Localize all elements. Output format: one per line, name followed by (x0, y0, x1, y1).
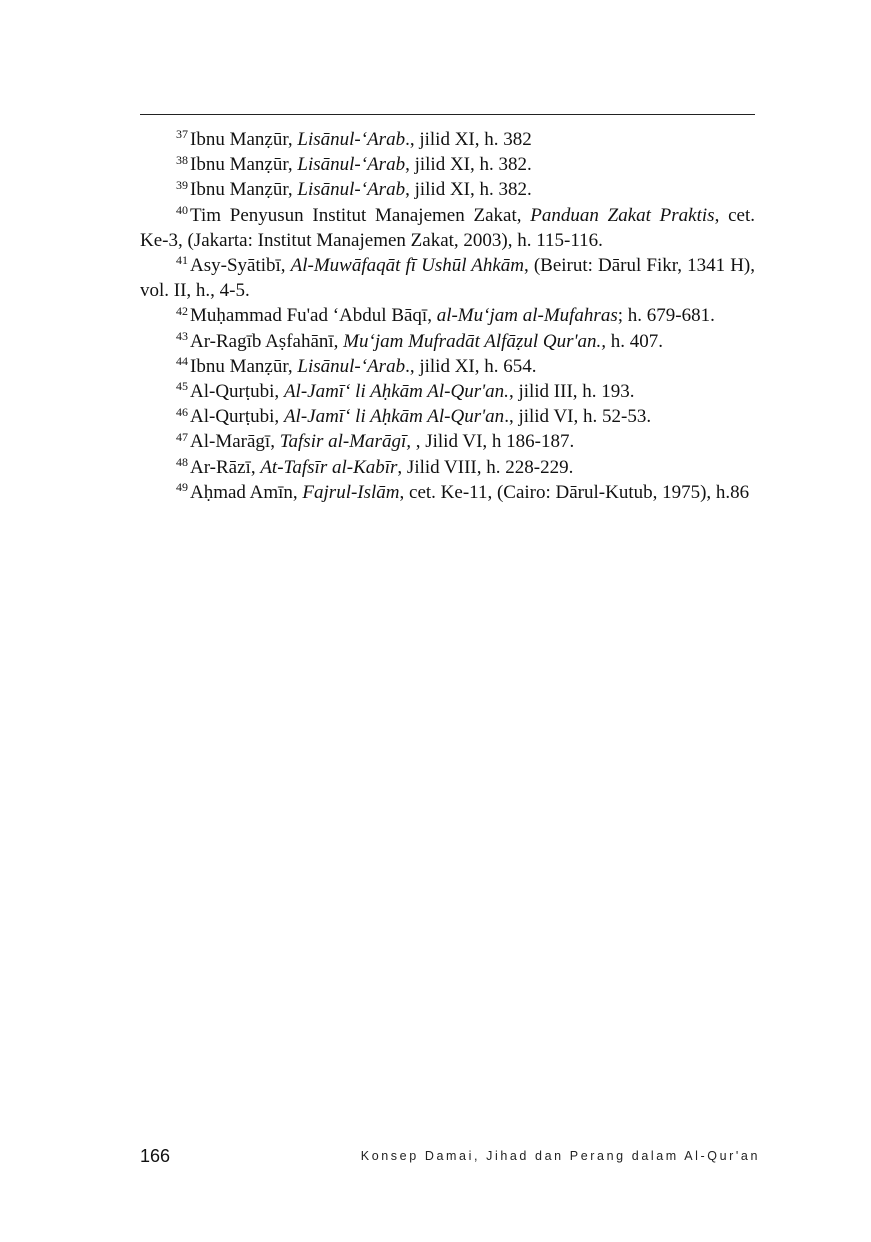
footnote-separator-rule (140, 114, 755, 115)
footnote-47 (140, 429, 755, 454)
footnote-number: 49 (176, 480, 188, 495)
footnote-title: al-Mu‘jam al-Mufahras (436, 305, 618, 327)
footnote-number: 47 (176, 429, 188, 444)
footnote-title: At-Tafsīr al-Kabīr (260, 456, 398, 478)
footnote-number: 44 (176, 354, 188, 369)
running-title: Konsep Damai, Jihad dan Perang dalam Al-Qur'an (360, 1149, 760, 1163)
footnote-number: 41 (176, 253, 188, 268)
footnote-details: ; h. 679-681. (617, 305, 715, 327)
footnote-title: Tafsir al-Marāgī, (279, 431, 411, 453)
footnote-41 (140, 253, 755, 303)
footnote-title: Panduan Zakat Praktis (530, 204, 715, 226)
footnote-38 (140, 152, 755, 177)
footnote-title: Mu‘jam Mufradāt Alfāẓul Qur'an., (343, 330, 607, 352)
footnote-number: 46 (176, 404, 188, 419)
footnote-title: Fajrul-Islām (302, 481, 400, 503)
footnote-49 (140, 480, 755, 505)
footnote-details: , cet. Ke-11, (Cairo: Dārul-Kutub, 1975), h.86 (399, 481, 750, 503)
page-footer (140, 1146, 760, 1170)
footnote-author: Tim Penyusun Institut Manajemen Zakat, (190, 204, 531, 226)
footnote-author: Muḥammad Fu'ad ‘Abdul Bāqī, (190, 305, 437, 327)
footnote-details: ., jilid VI, h. 52-53. (504, 406, 652, 428)
footnote-details: , jilid III, h. 193. (508, 381, 635, 403)
footnote-author: Ar-Ragīb Aṣfahānī, (190, 330, 344, 352)
footnote-46 (140, 404, 755, 429)
footnote-number: 43 (176, 329, 188, 344)
footnote-title: Al-Jamī‘ li Aḥkām Al-Qur'an (283, 406, 505, 428)
footnote-number: 40 (176, 203, 188, 218)
footnote-number: 37 (176, 127, 188, 142)
footnote-author: Asy-Syātibī, (190, 255, 291, 277)
footnote-details: , jilid XI, h. 382. (405, 179, 532, 201)
footnote-37 (140, 127, 755, 152)
footnote-title: Lisānul-‘Arab (297, 129, 406, 150)
footnote-39 (140, 177, 755, 202)
footnote-44 (140, 354, 755, 379)
footnote-title: Lisānul-‘Arab (297, 355, 406, 377)
footnote-author: Al-Marāgī, (190, 431, 280, 453)
footnote-details: , jilid XI, h. 382. (405, 154, 532, 176)
footnote-author: Ibnu Manẓūr, (190, 355, 298, 377)
footnote-details: ., jilid XI, h. 382 (405, 129, 532, 150)
footnote-43 (140, 329, 755, 354)
footnote-details: , cet. Ke-3, (Jakarta: Institut Manajemen Zakat, 2003), h. 115-116. (140, 204, 755, 251)
footnote-details: , Jilid VIII, h. 228-229. (397, 456, 574, 478)
footnote-number: 38 (176, 152, 188, 167)
footnote-title: Al-Jamī‘ li Aḥkām Al-Qur'an. (283, 381, 509, 403)
footnote-author: Ibnu Manẓūr, (190, 129, 298, 150)
footnote-number: 45 (176, 379, 188, 394)
footnote-details: , Jilid VI, h 186-187. (410, 431, 575, 453)
footnote-details: h. 407. (606, 330, 664, 352)
footnote-number: 42 (176, 303, 188, 318)
footnote-details: ., jilid XI, h. 654. (405, 355, 537, 377)
footnote-details: , (Beirut: Dārul Fikr, 1341 H), vol. II, h., 4-5. (140, 255, 755, 302)
footnote-title: Al-Muwāfaqāt fī Ushūl Ahkām (290, 255, 525, 277)
footnote-title: Lisānul-‘Arab (297, 179, 406, 201)
footnote-number: 39 (176, 177, 188, 192)
footnote-author: Ibnu Manẓūr, (190, 154, 298, 176)
footnote-author: Ar-Rāzī, (190, 456, 261, 478)
footnote-title: Lisānul-‘Arab (297, 154, 406, 176)
footnotes-section (140, 127, 755, 505)
footnote-author: Al-Qurṭubi, (190, 406, 284, 428)
footnote-42 (140, 303, 755, 328)
footnote-45 (140, 379, 755, 404)
page-number: 166 (140, 1146, 171, 1166)
footnote-48 (140, 455, 755, 480)
footnote-40 (140, 203, 755, 253)
footnote-author: Aḥmad Amīn, (190, 481, 303, 503)
footnote-author: Ibnu Manẓūr, (190, 179, 298, 201)
footnote-author: Al-Qurṭubi, (190, 381, 284, 403)
footnote-number: 48 (176, 455, 188, 470)
